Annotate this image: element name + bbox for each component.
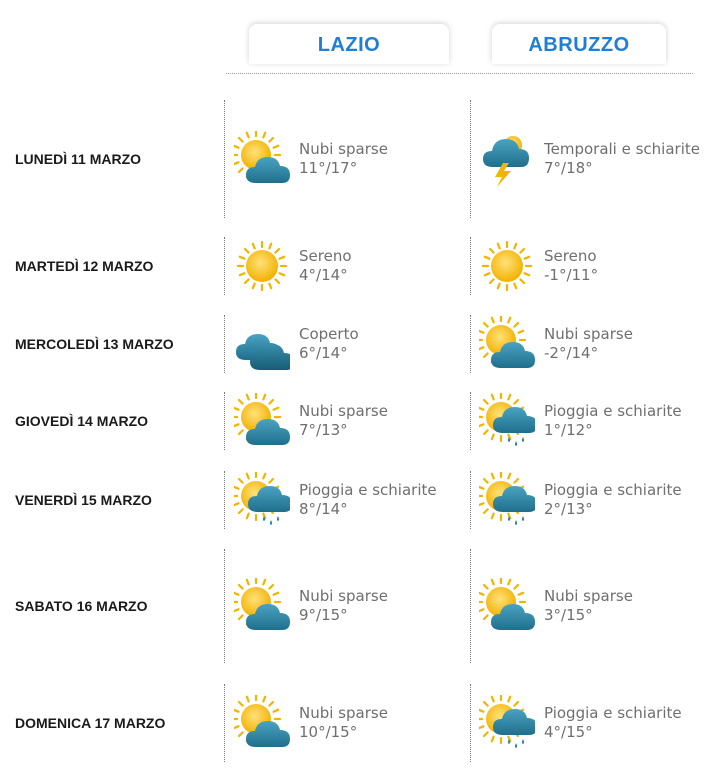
forecast-text: [299, 704, 388, 742]
day-label: SABATO 16 MARZO: [15, 598, 148, 614]
forecast-cell-lazio: [226, 549, 468, 663]
forecast-cell-abruzzo: [471, 392, 709, 450]
forecast-cell-abruzzo: [471, 237, 709, 295]
condition-label: Nubi sparse: [299, 402, 388, 420]
condition-label: Sereno: [299, 247, 352, 265]
table-row: [0, 549, 709, 663]
temperature-range: 9°/15°: [299, 606, 348, 624]
temperature-range: 2°/13°: [544, 500, 593, 518]
forecast-text: [299, 587, 388, 625]
temperature-range: 11°/17°: [299, 159, 358, 177]
condition-label: Nubi sparse: [299, 704, 388, 722]
forecast-cell-abruzzo: [471, 684, 709, 762]
condition-label: Pioggia e schiarite: [299, 481, 437, 499]
partly-cloudy-icon: [234, 695, 290, 751]
partly-cloudy-icon: [479, 578, 535, 634]
forecast-text: [299, 140, 388, 178]
temperature-range: 4°/14°: [299, 266, 348, 284]
forecast-cell-lazio: [226, 471, 468, 529]
temperature-range: 1°/12°: [544, 421, 593, 439]
condition-label: Pioggia e schiarite: [544, 402, 682, 420]
day-label: MARTEDÌ 12 MARZO: [15, 258, 154, 274]
day-label: LUNEDÌ 11 MARZO: [15, 151, 142, 167]
forecast-text: [299, 247, 352, 285]
forecast-text: [544, 402, 682, 440]
day-label: GIOVEDÌ 14 MARZO: [15, 413, 149, 429]
forecast-text: [544, 587, 633, 625]
table-row: [0, 392, 709, 450]
rain-sun-icon: [234, 472, 290, 528]
forecast-cell-abruzzo: [471, 315, 709, 373]
forecast-cell-abruzzo: [471, 100, 709, 218]
forecast-text: [544, 247, 598, 285]
table-row: [0, 315, 709, 373]
forecast-cell-lazio: [226, 100, 468, 218]
forecast-text: [544, 704, 682, 742]
forecast-text: [544, 481, 682, 519]
table-row: [0, 684, 709, 762]
condition-label: Pioggia e schiarite: [544, 704, 682, 722]
forecast-text: [544, 140, 700, 178]
temperature-range: -2°/14°: [544, 344, 599, 362]
forecast-cell-lazio: [226, 392, 468, 450]
forecast-text: [544, 325, 633, 363]
condition-label: Nubi sparse: [544, 587, 633, 605]
sun-icon: [234, 238, 290, 294]
rain-sun-icon: [479, 695, 535, 751]
column-divider: [224, 549, 225, 663]
partly-cloudy-icon: [234, 393, 290, 449]
condition-label: Coperto: [299, 325, 359, 343]
rain-sun-icon: [479, 393, 535, 449]
temperature-range: 4°/15°: [544, 723, 593, 741]
temperature-range: 6°/14°: [299, 344, 348, 362]
rain-sun-icon: [479, 472, 535, 528]
temperature-range: 8°/14°: [299, 500, 348, 518]
temperature-range: 3°/15°: [544, 606, 593, 624]
temperature-range: 7°/13°: [299, 421, 348, 439]
forecast-text: [299, 481, 437, 519]
column-divider: [224, 684, 225, 762]
tab-lazio[interactable]: LAZIO: [249, 24, 449, 64]
condition-label: Nubi sparse: [299, 140, 388, 158]
forecast-cell-abruzzo: [471, 471, 709, 529]
column-divider: [224, 392, 225, 450]
partly-cloudy-icon: [234, 578, 290, 634]
temperature-range: 7°/18°: [544, 159, 593, 177]
table-row: [0, 237, 709, 295]
tab-abruzzo[interactable]: ABRUZZO: [492, 24, 666, 64]
column-divider: [224, 471, 225, 529]
day-label: DOMENICA 17 MARZO: [15, 715, 166, 731]
temperature-range: 10°/15°: [299, 723, 358, 741]
header-divider: [226, 73, 693, 74]
temperature-range: -1°/11°: [544, 266, 599, 284]
day-label: VENERDÌ 15 MARZO: [15, 492, 152, 508]
table-row: [0, 100, 709, 218]
condition-label: Nubi sparse: [544, 325, 633, 343]
forecast-cell-lazio: [226, 237, 468, 295]
forecast-text: [299, 325, 359, 363]
forecast-cell-lazio: [226, 684, 468, 762]
forecast-cell-lazio: [226, 315, 468, 373]
sun-icon: [479, 238, 535, 294]
forecast-text: [299, 402, 388, 440]
partly-cloudy-icon: [234, 131, 290, 187]
column-divider: [224, 315, 225, 373]
condition-label: Pioggia e schiarite: [544, 481, 682, 499]
day-label: MERCOLEDÌ 13 MARZO: [15, 336, 174, 352]
overcast-icon: [234, 316, 290, 372]
table-row: [0, 471, 709, 529]
partly-cloudy-icon: [479, 316, 535, 372]
thunderstorm-sun-icon: [479, 131, 535, 187]
column-divider: [224, 237, 225, 295]
condition-label: Nubi sparse: [299, 587, 388, 605]
condition-label: Temporali e schiarite: [544, 140, 700, 158]
forecast-cell-abruzzo: [471, 549, 709, 663]
column-divider: [224, 100, 225, 218]
condition-label: Sereno: [544, 247, 597, 265]
